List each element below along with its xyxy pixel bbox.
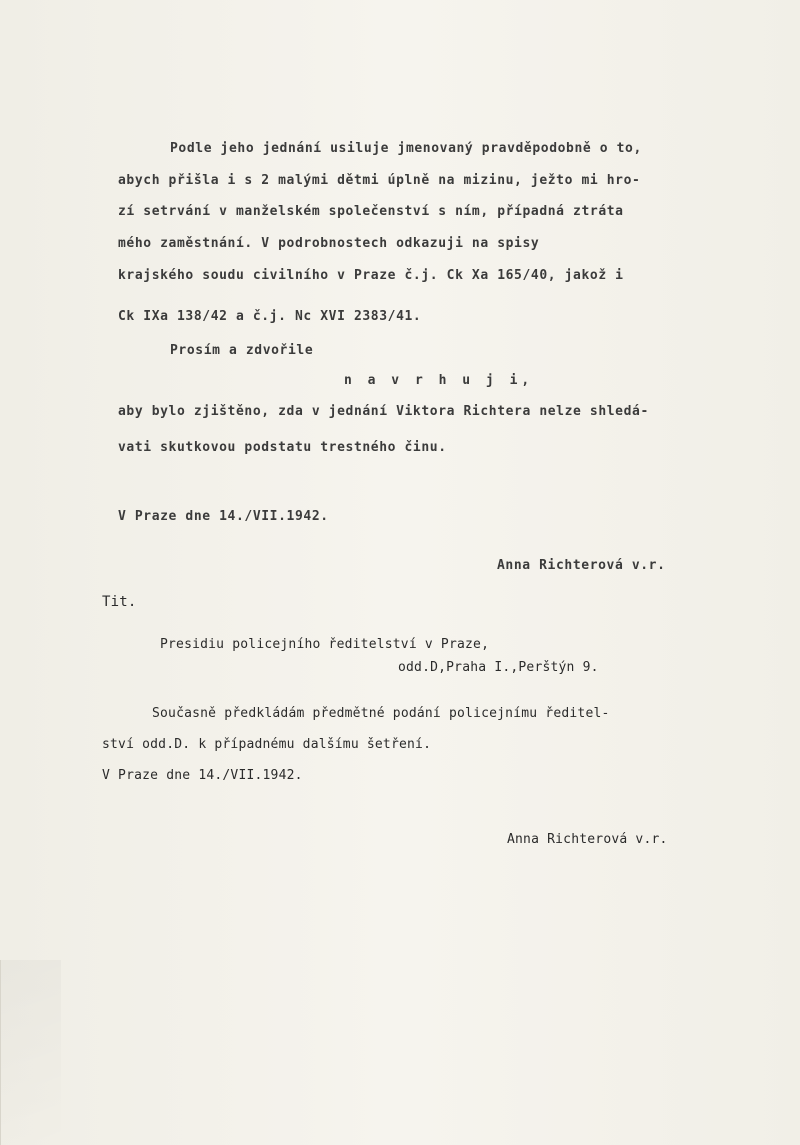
text-line: ství odd.D. k případnému dalšímu šetření.	[102, 737, 432, 752]
prosim-line: Prosím a zdvořile	[170, 343, 314, 358]
date-2: V Praze dne 14./VII.1942.	[102, 768, 303, 783]
text-line: aby bylo zjištěno, zda v jednání Viktora Richtera nelze shledá-	[118, 404, 649, 419]
salutation: Tit.	[102, 594, 137, 610]
text-line: Současně předkládám předmětné podání policejnímu ředitel-	[152, 706, 610, 721]
text-line: vati skutkovou podstatu trestného činu.	[118, 440, 447, 455]
text-line: krajského soudu civilního v Praze č.j. Ck Xa 165/40, jakož i	[118, 268, 624, 283]
addressee-line-1: Presidiu policejního ředitelství v Praze,	[160, 637, 490, 652]
text-line: mého zaměstnání. V podrobnostech odkazuji na spisy	[118, 236, 540, 251]
text-line: zí setrvání v manželském společenství s ním, případná ztráta	[118, 204, 624, 219]
addressee-line-2: odd.D,Praha I.,Perštýn 9.	[398, 660, 599, 675]
text-line: abych přišla i s 2 malými dětmi úplně na mizinu, ježto mi hro-	[118, 173, 641, 188]
signature-1: Anna Richterová v.r.	[497, 558, 666, 573]
text-line: Ck IXa 138/42 a č.j. Nc XVI 2383/41.	[118, 309, 422, 324]
paper-fold	[0, 960, 61, 1145]
navrhuji-heading: n a v r h u j i,	[344, 373, 534, 388]
signature-2: Anna Richterová v.r.	[507, 832, 668, 847]
date-1: V Praze dne 14./VII.1942.	[118, 509, 329, 524]
text-line: Podle jeho jednání usiluje jmenovaný pravděpodobně o to,	[170, 141, 642, 156]
